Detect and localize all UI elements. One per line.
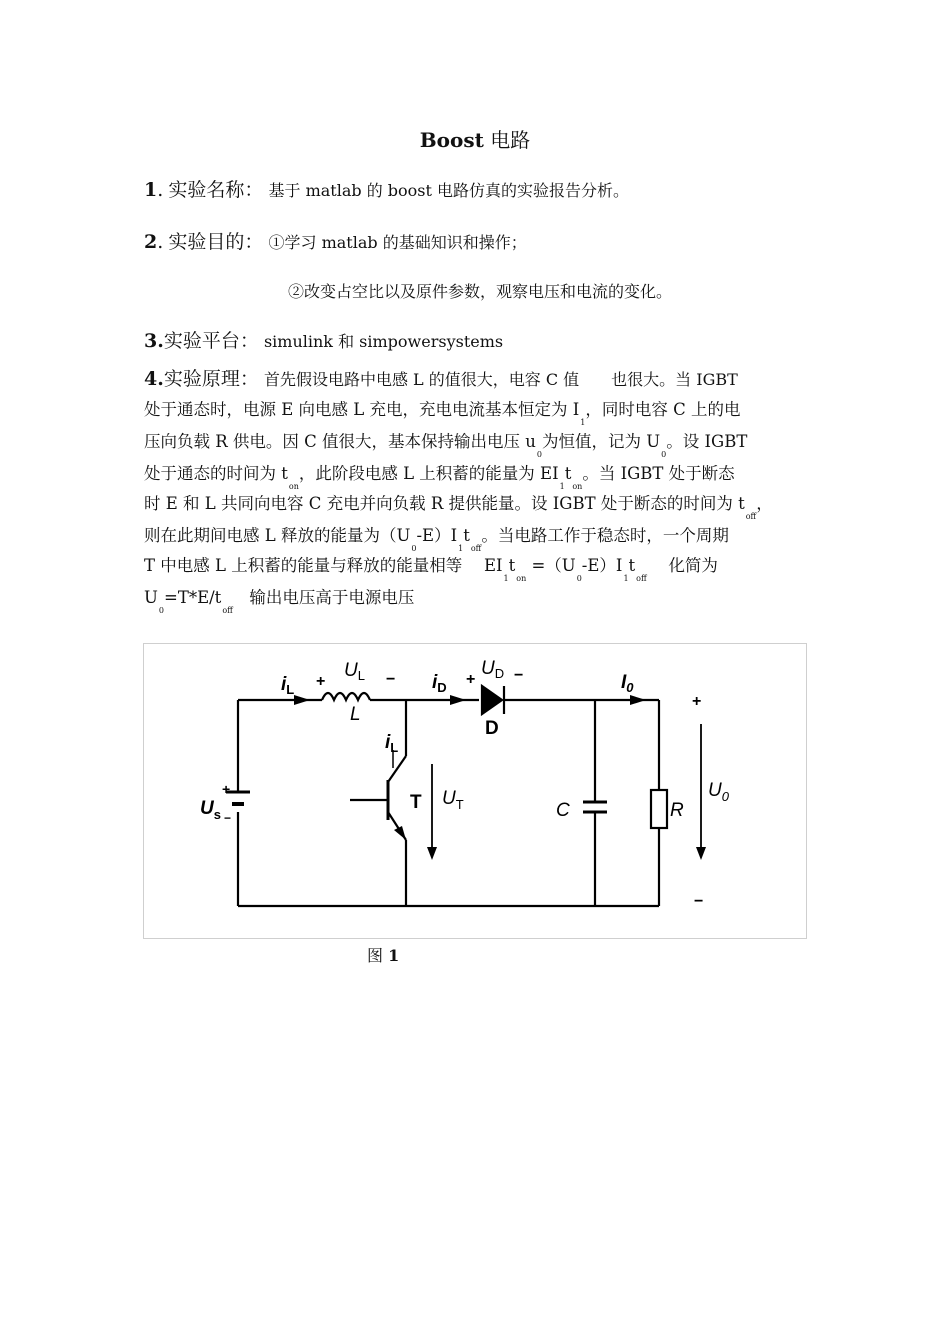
paragraph-line-7: T 中电感 L 上积蓄的能量与释放的能量相等 $EI_1t_{on} =(U_0-E)I_1t_{off}$ 化简为 <box>144 556 718 583</box>
paragraph-line-8: $U_0=T*E/t_{off}$ 输出电压高于电源电压 <box>144 588 415 615</box>
section-3-number: 3. <box>144 330 164 352</box>
section-2-item-2: ②改变占空比以及原件参数，观察电压和电流的变化。 <box>288 282 673 301</box>
svg-text:R: R <box>670 800 684 821</box>
paragraph-line-2: 处于通态时，电源 E 向电感 L 充电，充电电流基本恒定为 $I_1$，同时电容 C 上的电 <box>144 400 741 427</box>
svg-text:+: + <box>316 673 326 690</box>
svg-text:D: D <box>485 718 499 739</box>
boost-circuit-diagram <box>144 644 808 940</box>
section-2-label: 实验目的： <box>168 231 264 253</box>
section-4-number: 4. <box>144 368 164 390</box>
svg-text:T: T <box>410 792 422 813</box>
svg-text:C: C <box>556 800 570 821</box>
diode-symbol <box>482 686 502 714</box>
svg-text:iL: $i_L$ <box>281 674 295 697</box>
svg-text:+: + <box>692 693 702 710</box>
section-1-label: 实验名称： <box>168 179 264 201</box>
section-2: 2. 实验目的： ①学习 matlab 的基础知识和操作； <box>144 231 527 253</box>
paragraph-line-3: 压向负载 R 供电。因 C 值很大，基本保持输出电压 $u_0$为恒值，记为 $U_0$。设 IGBT <box>144 432 748 459</box>
svg-text:UL: $U_L$ <box>344 660 365 683</box>
section-1-text: 基于 matlab 的 boost 电路仿真的实验报告分析。 <box>268 181 630 200</box>
paragraph-line-6: 则在此期间电感 L 释放的能量为$(U_0-E)I_1t_{off}$。当电路工作于稳态时，一个周期 <box>144 526 729 553</box>
section-4-label: 实验原理： <box>163 368 259 390</box>
svg-text:iL: $i_L$ <box>385 732 399 755</box>
section-3-label: 实验平台： <box>163 330 259 352</box>
inductor-coil <box>322 693 370 700</box>
svg-text:−: − <box>224 811 232 825</box>
svg-text:I0: $I_0$ <box>621 672 634 695</box>
section-4-line-1: 首先假设电路中电感 L 的值很大，电容 C 值 也很大。当 IGBT <box>263 370 738 389</box>
section-2-item-1: ①学习 matlab 的基础知识和操作； <box>268 233 527 252</box>
section-4-heading <box>144 364 738 391</box>
svg-text:L: L <box>350 704 361 725</box>
paragraph-line-4: 处于通态的时间为 $t_{on}$，此阶段电感 L 上积蓄的能量为 $EI_1t_{on}$。当 IGBT 处于断态 <box>144 464 735 491</box>
svg-text:+: + <box>466 671 476 688</box>
svg-text:U0: $U_0$ <box>708 780 729 804</box>
arrow-UT <box>427 847 437 860</box>
svg-text:+: + <box>222 781 231 797</box>
section-3-text: simulink 和 simpowersystems <box>263 332 504 351</box>
resistor-symbol <box>651 790 667 828</box>
section-1-number: 1 <box>144 179 158 201</box>
svg-text:UT: $U_T$ <box>442 788 464 812</box>
svg-text:UD: $U_D$ <box>481 658 505 681</box>
section-2-number: 2 <box>144 231 158 253</box>
arrow-U0 <box>696 847 706 860</box>
svg-text:Us: $U_s$ <box>200 798 221 822</box>
circuit-figure <box>143 643 807 939</box>
section-1: 1. 实验名称： 基于 matlab 的 boost 电路仿真的实验报告分析。 <box>144 179 630 201</box>
figure-caption: 图 1 <box>367 946 400 965</box>
page-title: Boost 电路 <box>419 128 531 152</box>
section-3 <box>144 326 503 353</box>
paragraph-line-5: 时 E 和 L 共同向电容 C 充电并向负载 R 提供能量。设 IGBT 处于断态的时间为 $t_{off}$， <box>144 494 773 521</box>
svg-text:−: − <box>694 893 704 910</box>
arrow-I0 <box>630 695 646 705</box>
svg-text:iD: $i_D$ <box>432 672 447 695</box>
emitter-arrow <box>394 826 406 840</box>
arrow-iD <box>450 695 466 705</box>
svg-text:−: − <box>386 671 396 688</box>
arrow-iL <box>294 695 310 705</box>
svg-text:−: − <box>514 667 524 684</box>
